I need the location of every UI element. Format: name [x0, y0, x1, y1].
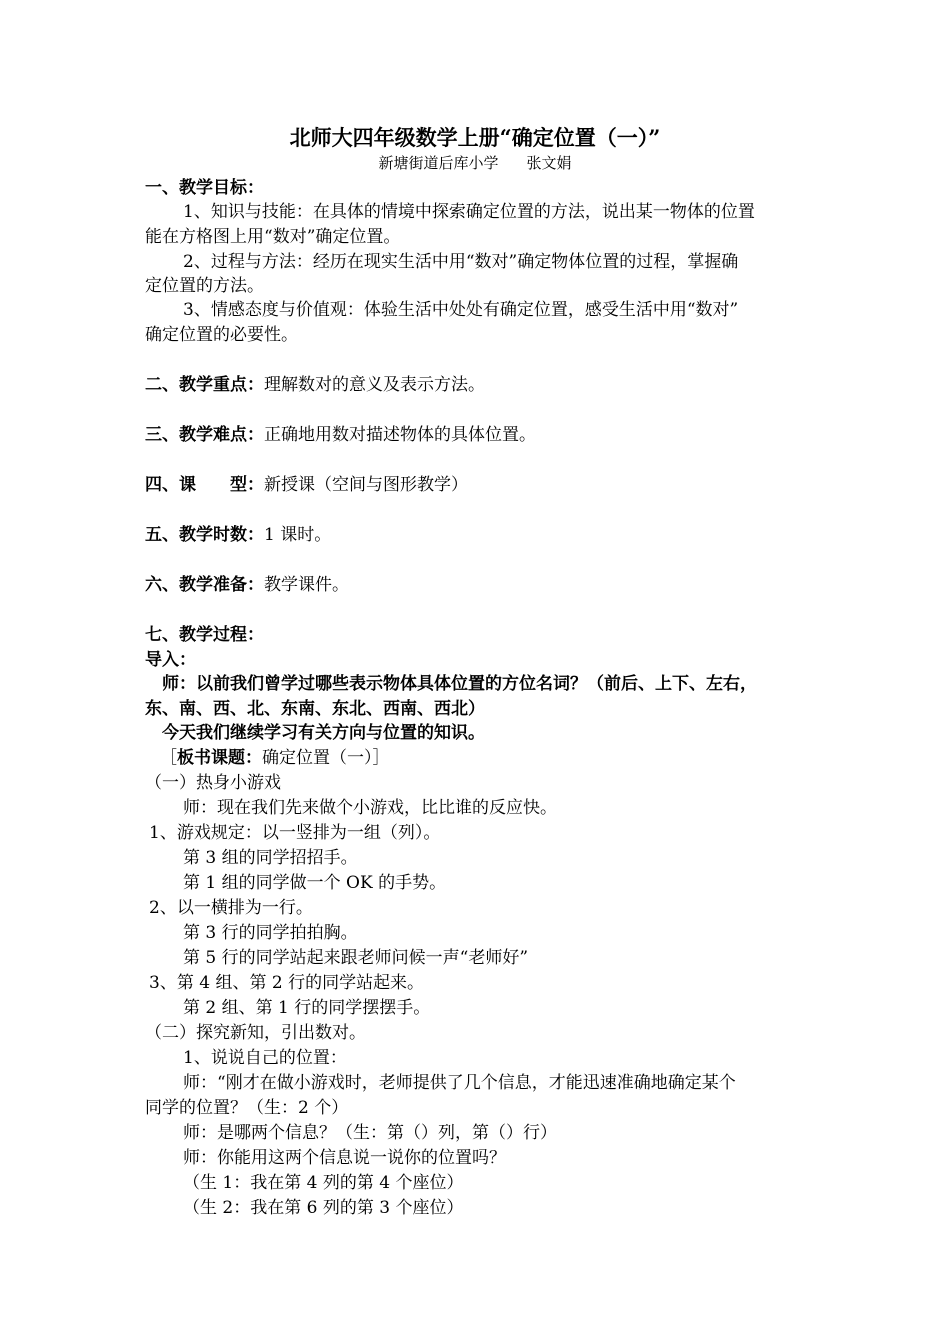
step-1: 1、说说自己的位置：	[183, 1048, 347, 1068]
rule-2-item-2: 第 5 行的同学站起来跟老师问候一声“老师好”	[183, 948, 529, 968]
rule-1: 1、游戏规定：以一竖排为一组（列）。	[149, 823, 441, 843]
board-title-text: 确定位置（一）］	[262, 748, 390, 768]
goal-1-line-2: 能在方格图上用“数对”确定位置。	[145, 227, 401, 247]
author-school: 新塘街道后库小学	[378, 154, 499, 172]
section-heading-process: 七、教学过程：	[145, 625, 264, 645]
goal-3-line-2: 确定位置的必要性。	[145, 325, 298, 345]
hours-label: 五、教学时数：	[145, 525, 264, 545]
teacher-question-line-2: 同学的位置？（生：2 个）	[145, 1098, 349, 1118]
preparation-label: 六、教学准备：	[145, 575, 264, 595]
key-point-label: 二、教学重点：	[145, 375, 264, 395]
goal-1-line-1: 1、知识与技能：在具体的情境中探索确定位置的方法，说出某一物体的位置	[183, 202, 755, 222]
document-title: 北师大四年级数学上册“确定位置（一）”	[289, 125, 661, 150]
board-title	[160, 746, 390, 770]
lesson-type-text: 新授课（空间与图形教学）	[264, 475, 468, 495]
key-point-text: 理解数对的意义及表示方法。	[264, 375, 485, 395]
rule-3: 3、第 4 组、第 2 行的同学站起来。	[149, 973, 425, 993]
section-hours	[145, 523, 331, 547]
author-name: 张文娟	[526, 154, 572, 172]
board-open-bracket: ［	[160, 748, 177, 768]
teacher-line-game: 师：现在我们先来做个小游戏，比比谁的反应快。	[183, 798, 557, 818]
intro-label: 导入：	[145, 650, 196, 670]
lesson-type-label: 四、课 型：	[145, 475, 264, 495]
section-difficulty	[145, 423, 536, 447]
board-title-label: 板书课题：	[177, 748, 262, 768]
rule-2-item-1: 第 3 行的同学拍拍胸。	[183, 923, 358, 943]
section-preparation	[145, 573, 349, 597]
author-line	[0, 152, 950, 174]
goal-2-line-2: 定位置的方法。	[145, 276, 264, 296]
goal-2-line-1: 2、过程与方法：经历在现实生活中用“数对”确定物体位置的过程，掌握确	[183, 252, 739, 272]
rule-1-item-2: 第 1 组的同学做一个 OK 的手势。	[183, 873, 447, 893]
rule-1-item-1: 第 3 组的同学招招手。	[183, 848, 358, 868]
part-2-heading: （二）探究新知，引出数对。	[145, 1023, 366, 1043]
section-heading-goals: 一、教学目标：	[145, 178, 264, 198]
part-1-heading: （一）热身小游戏	[145, 773, 281, 793]
section-key-point	[145, 373, 485, 397]
goal-3-line-1: 3、情感态度与价值观：体验生活中处处有确定位置，感受生活中用“数对”	[183, 300, 739, 320]
section-lesson-type	[145, 473, 468, 497]
intro-question-line-1: 师：以前我们曾学过哪些表示物体具体位置的方位名词？（前后、上下、左右，	[162, 674, 757, 694]
preparation-text: 教学课件。	[264, 575, 349, 595]
student-answer-2: （生 2：我在第 6 列的第 3 个座位）	[183, 1198, 464, 1218]
student-answer-1: （生 1：我在第 4 列的第 4 个座位）	[183, 1173, 464, 1193]
teacher-question-3: 师：你能用这两个信息说一说你的位置吗？	[183, 1148, 506, 1168]
intro-statement: 今天我们继续学习有关方向与位置的知识。	[162, 723, 485, 743]
rule-2: 2、以一横排为一行。	[149, 898, 313, 918]
hours-text: 1 课时。	[264, 525, 332, 545]
difficulty-text: 正确地用数对描述物体的具体位置。	[264, 425, 536, 445]
intro-question-line-2: 东、南、西、北、东南、东北、西南、西北）	[145, 699, 485, 719]
rule-3-item-1: 第 2 组、第 1 行的同学摆摆手。	[183, 998, 431, 1018]
teacher-question-2: 师：是哪两个信息？（生：第（）列，第（）行）	[183, 1123, 557, 1143]
difficulty-label: 三、教学难点：	[145, 425, 264, 445]
teacher-question-line-1: 师：“刚才在做小游戏时，老师提供了几个信息，才能迅速准确地确定某个	[183, 1073, 736, 1093]
